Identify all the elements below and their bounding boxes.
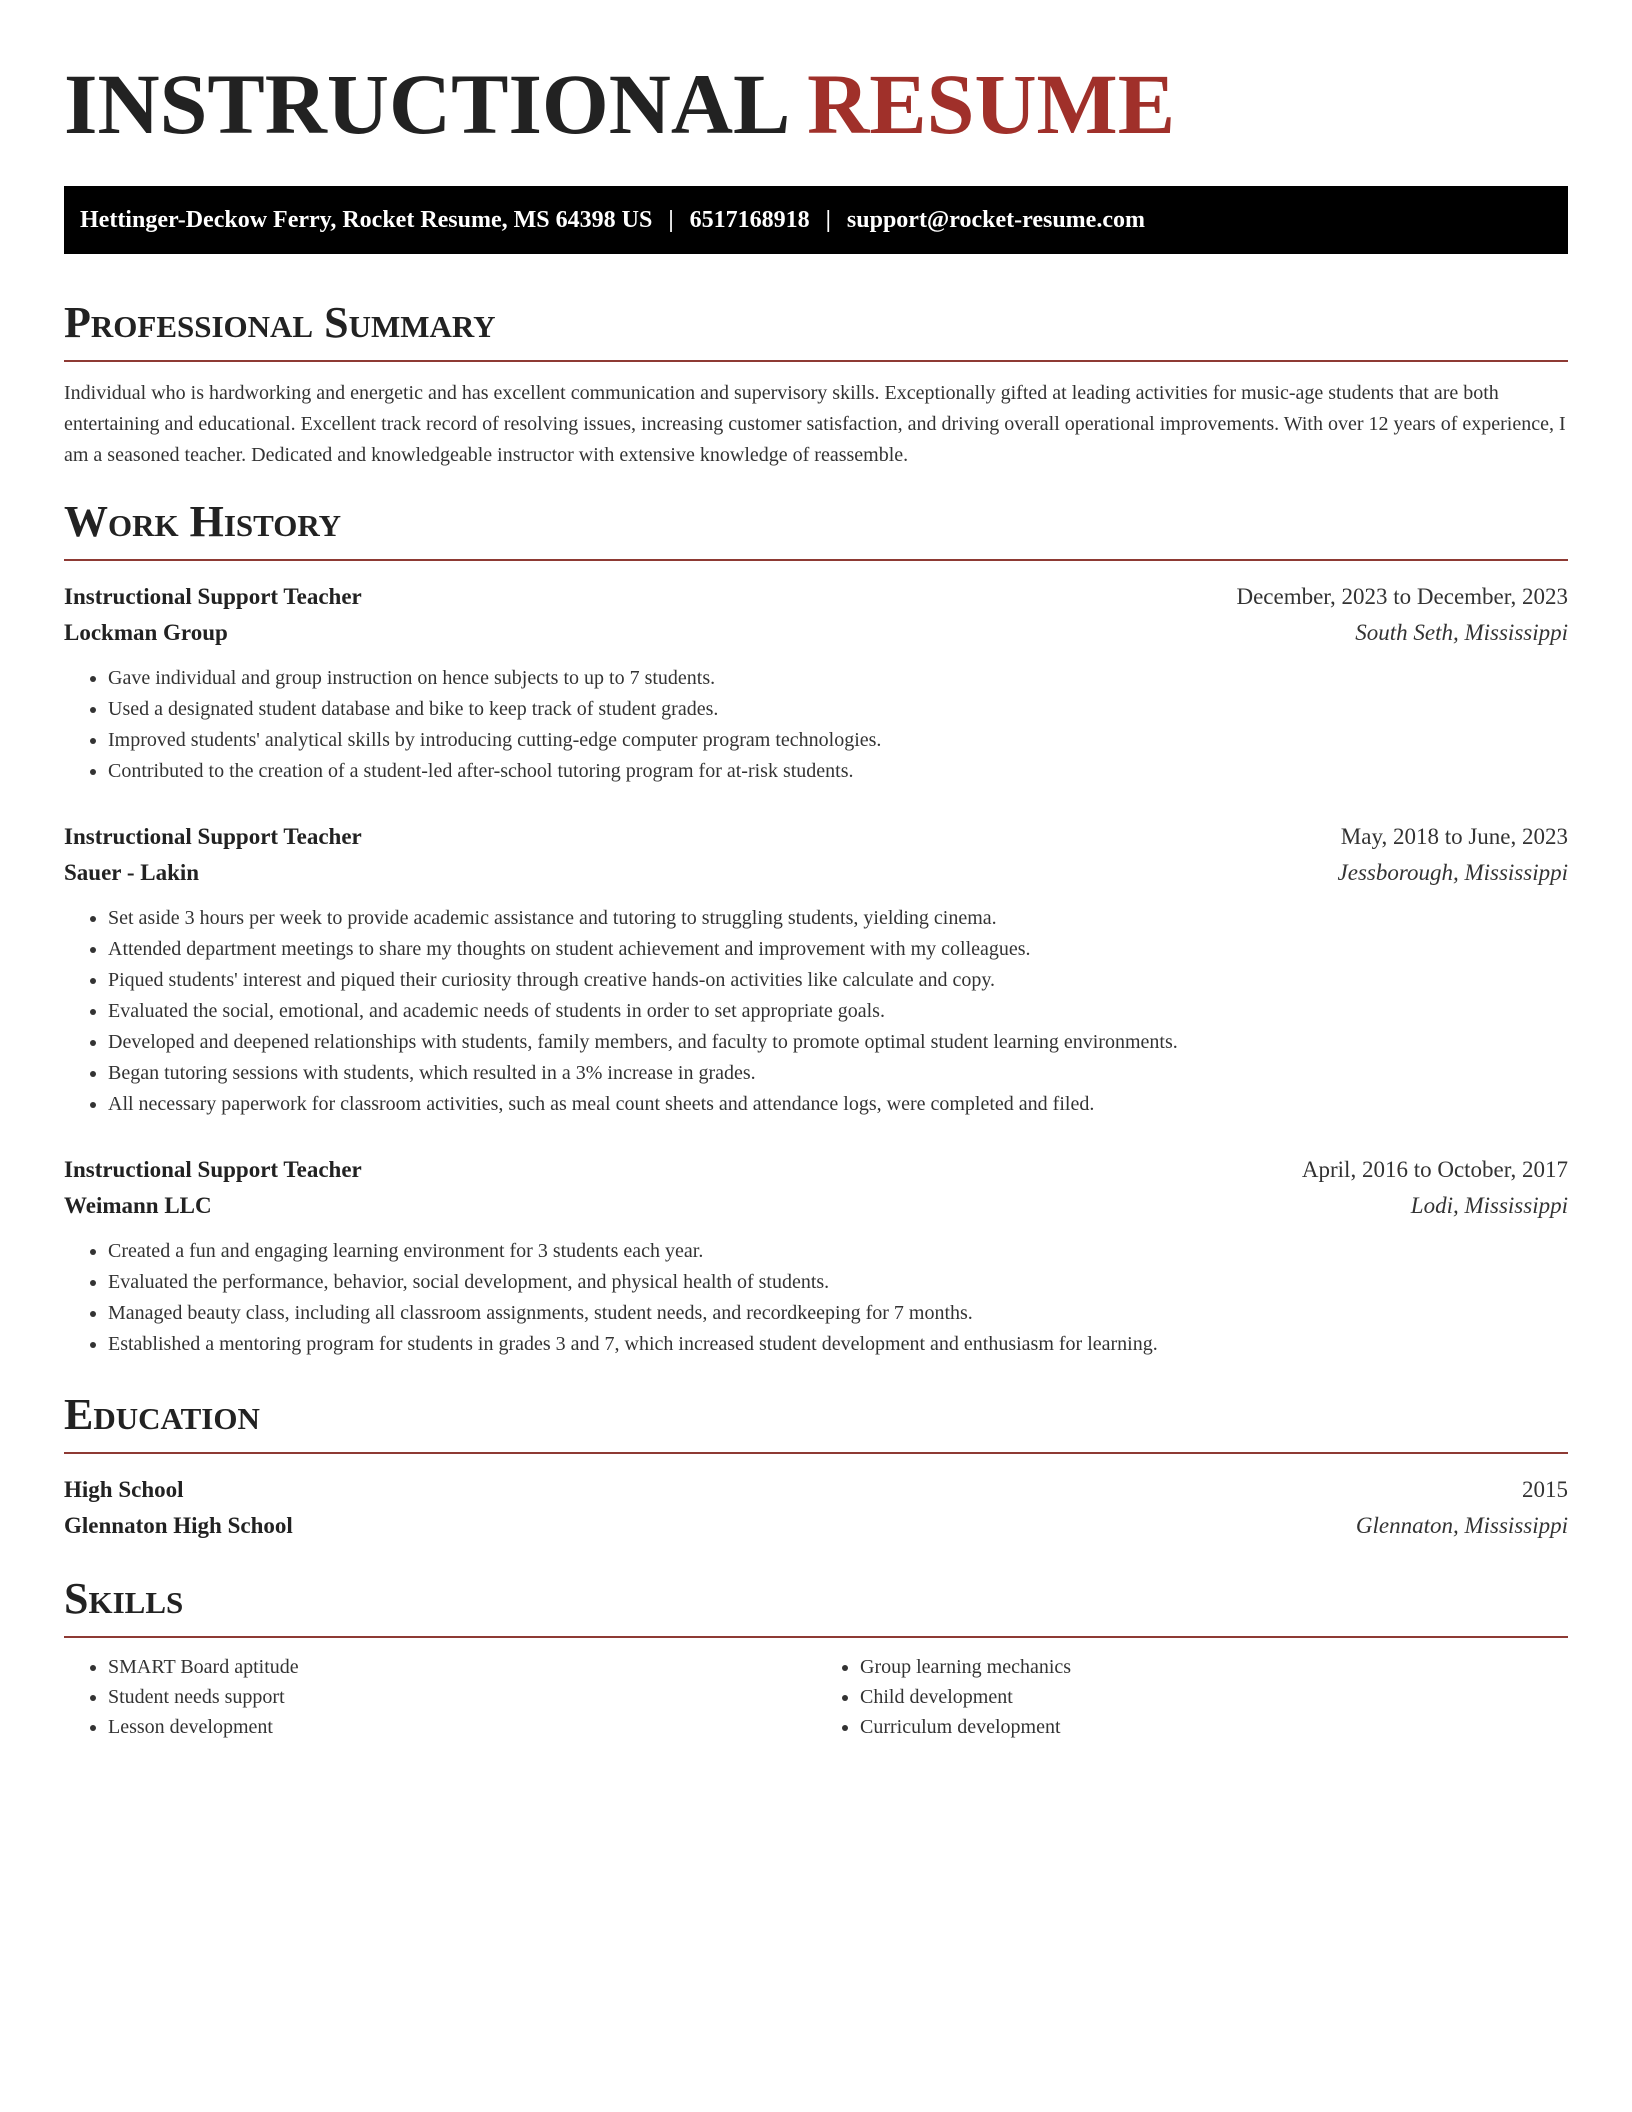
job-company: Sauer - Lakin bbox=[64, 860, 200, 885]
education-entry bbox=[64, 1472, 1568, 1544]
job-bullets bbox=[64, 663, 1568, 787]
education-year: 2015 bbox=[1522, 1477, 1568, 1502]
job-entry bbox=[64, 1152, 1568, 1360]
section-divider bbox=[64, 360, 1568, 362]
job-dates: December, 2023 to December, 2023 bbox=[1236, 584, 1568, 609]
job-bullet: • Established a mentoring program for students in grades 3 and 7, which increased student development and enthusiasm for learning. bbox=[108, 1329, 1568, 1360]
job-bullet: • Used a designated student database and bike to keep track of student grades. bbox=[108, 694, 1568, 725]
skills-grid bbox=[64, 1652, 1568, 1742]
job-bullet: • Gave individual and group instruction on hence subjects to up to 7 students. bbox=[108, 663, 1568, 694]
skills-column-left bbox=[64, 1652, 816, 1742]
section-divider bbox=[64, 559, 1568, 561]
skill-item: • SMART Board aptitude bbox=[108, 1652, 816, 1682]
contact-separator: | bbox=[825, 206, 831, 233]
skill-item: • Student needs support bbox=[108, 1682, 816, 1712]
education-school: Glennaton High School bbox=[64, 1513, 293, 1538]
contact-email: support@rocket-resume.com bbox=[846, 206, 1145, 233]
job-bullet: • Developed and deepened relationships with students, family members, and faculty to promote optimal student learning environments. bbox=[108, 1027, 1568, 1058]
job-company: Weimann LLC bbox=[64, 1193, 212, 1218]
skills-section bbox=[64, 1574, 1568, 1742]
section-divider bbox=[64, 1452, 1568, 1454]
education-location: Glennaton, Mississippi bbox=[1355, 1513, 1568, 1538]
summary-text: Individual who is hardworking and energetic and has excellent communication and supervisory skills. Exceptionally gifted at leading activities for music-age students that are both entertaining and educational. Excellent track record of resolving issues, increasing customer satisfaction, and driving overall operational improvements. With over 12 years of experience, I am a seasoned teacher. Dedicated and knowledgeable instructor with extensive knowledge of reassemble. bbox=[64, 382, 1566, 466]
education-degree: High School bbox=[64, 1477, 184, 1502]
job-bullet: • Improved students' analytical skills by introducing cutting-edge computer program technologies. bbox=[108, 725, 1568, 756]
summary-heading: Professional Summary bbox=[64, 298, 496, 347]
job-bullet: • Evaluated the social, emotional, and academic needs of students in order to set appropriate goals. bbox=[108, 996, 1568, 1027]
skill-item: • Group learning mechanics bbox=[860, 1652, 1568, 1682]
skills-heading: Skills bbox=[64, 1574, 184, 1623]
job-location: Lodi, Mississippi bbox=[1410, 1193, 1568, 1218]
skill-item: • Curriculum development bbox=[860, 1712, 1568, 1742]
job-bullet: • Set aside 3 hours per week to provide academic assistance and tutoring to struggling students, yielding cinema. bbox=[108, 903, 1568, 934]
contact-address: Hettinger-Deckow Ferry, Rocket Resume, MS 64398 US bbox=[80, 206, 653, 233]
job-bullet: • Evaluated the performance, behavior, social development, and physical health of students. bbox=[108, 1267, 1568, 1298]
contact-separator: | bbox=[668, 206, 674, 233]
job-entry bbox=[64, 819, 1568, 1120]
job-bullets bbox=[64, 903, 1568, 1120]
skills-column-right bbox=[816, 1652, 1568, 1742]
job-entry bbox=[64, 579, 1568, 787]
job-title: Instructional Support Teacher bbox=[64, 584, 362, 609]
section-divider bbox=[64, 1636, 1568, 1638]
resume-title bbox=[64, 56, 1568, 152]
job-dates: April, 2016 to October, 2017 bbox=[1301, 1157, 1568, 1182]
job-title: Instructional Support Teacher bbox=[64, 1157, 362, 1182]
job-bullet: • Managed beauty class, including all classroom assignments, student needs, and recordkeeping for 7 months. bbox=[108, 1298, 1568, 1329]
job-bullet: • Contributed to the creation of a student-led after-school tutoring program for at-risk students. bbox=[108, 756, 1568, 787]
job-bullet: • All necessary paperwork for classroom activities, such as meal count sheets and attendance logs, were completed and filed. bbox=[108, 1089, 1568, 1120]
work-history-section bbox=[64, 497, 1568, 1360]
title-main: INSTRUCTIONAL bbox=[64, 56, 786, 152]
job-location: Jessborough, Mississippi bbox=[1337, 860, 1568, 885]
job-bullets bbox=[64, 1236, 1568, 1360]
job-location: South Seth, Mississippi bbox=[1355, 620, 1568, 645]
job-bullet: • Began tutoring sessions with students, which resulted in a 3% increase in grades. bbox=[108, 1058, 1568, 1089]
job-bullet: • Created a fun and engaging learning environment for 3 students each year. bbox=[108, 1236, 1568, 1267]
job-company: Lockman Group bbox=[64, 620, 228, 645]
skill-item: • Child development bbox=[860, 1682, 1568, 1712]
education-heading: Education bbox=[64, 1390, 260, 1439]
skill-item: • Lesson development bbox=[108, 1712, 816, 1742]
education-section bbox=[64, 1390, 1568, 1544]
job-bullet: • Attended department meetings to share my thoughts on student achievement and improvement with my colleagues. bbox=[108, 934, 1568, 965]
contact-bar bbox=[64, 186, 1568, 254]
job-bullet: • Piqued students' interest and piqued their curiosity through creative hands-on activities like calculate and copy. bbox=[108, 965, 1568, 996]
summary-section bbox=[64, 298, 1568, 471]
contact-phone: 6517168918 bbox=[689, 206, 810, 233]
job-title: Instructional Support Teacher bbox=[64, 824, 362, 849]
job-dates: May, 2018 to June, 2023 bbox=[1340, 824, 1568, 849]
work-history-heading: Work History bbox=[64, 497, 342, 546]
title-accent: RESUME bbox=[807, 56, 1176, 152]
